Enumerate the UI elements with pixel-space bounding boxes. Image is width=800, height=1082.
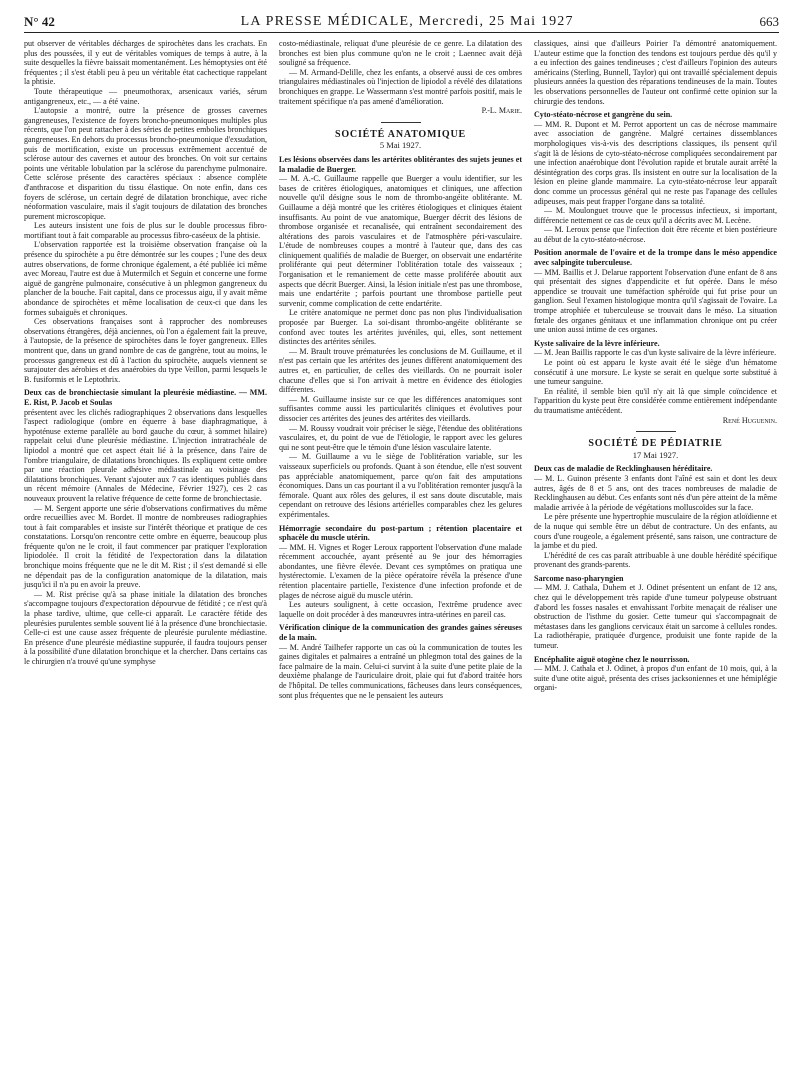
paragraph: — M. Roussy voudrait voir préciser le siège, l'étendue des oblitérations vasculaires, et, du point de vue de l'étiologie, le rapport avec les gelures qui ne sont peut-être que le témoin d'une lésion vasculaire latente. xyxy=(279,423,522,452)
article-heading: Hémorragie secondaire du post-partum ; rétention placentaire et sphacèle du muscle utérin. xyxy=(279,523,522,543)
article-heading xyxy=(24,388,267,407)
paragraph: classiques, ainsi que d'ailleurs Poirier l'a démontré anatomiquement. L'auteur estime que la fonction des tendons est toujours perdue dès qu'il y a eu infection des gaines tendineuses ; c'est d'ailleurs l'opinion des auteurs américains (Sterling, Bunnell, Taylor) qui ont travaillé spécialement depuis plusieurs années la question des réparations tendineuses de la main. Toutes les observations personnelles de l'auteur ont confirmé cette opinion sur la chirurgie des tendons. xyxy=(534,39,777,106)
paragraph: — M. Jean Baillis rapporte le cas d'un kyste salivaire de la lèvre inférieure. xyxy=(534,348,777,358)
paragraph: — M. Moulonguet trouve que le processus infectieux, si important, différencie nettement ce cas de ceux qu'il a décrits avec M. Lecène. xyxy=(534,206,777,225)
section-title: SOCIÉTÉ ANATOMIQUE xyxy=(334,128,466,140)
article-heading: Vérification clinique de la communication des grandes gaines séreuses de la main. xyxy=(279,623,522,643)
paragraph: — M. André Tailhefer rapporte un cas où la communication de toutes les gaines digitales et palmaires a entraîné un phlegmon total des gaines de la face palmaire de la main. Celui-ci survint à la suite d'une petite plaie de la deuxième phalange de l'auriculaire droit, plaie qui fut d'abord traitée hors de l'hôpital. De telles communications, fâcheuses dans leurs conséquences, sont plus fréquentes que ne le pensaient les auteurs xyxy=(279,642,522,700)
paragraph: — M. A.-C. Guillaume rappelle que Buerger a voulu identifier, sur les bases de critères étiologiques, anatomiques et cliniques, une affection nouvelle qu'il désigne sous le nom de thrombo-angéite oblitérante. M. Guillaume a déjà montré que les critères étiologiques et cliniques étaient insuffisants. Au point de vue anatomique, Buerger décrit des lésions de thrombose organisée et recanalisée, qui entraînent secondairement des altérations des parois vasculaires et de l'atmosphère péri-vasculaire. L'étude de nombreuses coupes a montré à l'auteur que, dans des cas cliniquement qualifiés de maladie de Buerger, on observait une endartérite proliférante qui peut déterminer l'oblitération totale des vaisseaux ; l'organisation et le remaniement de cette masse proliférée aboutit aux aspects que décrit Buerger. Ainsi, la lésion initiale n'est pas une thrombose, mais une endartérite ; parfois pourtant une thrombose partielle peut survenir, comme complication de cette endartérite. xyxy=(279,174,522,308)
article-heading: Sarcome naso-pharyngien xyxy=(534,573,624,583)
divider xyxy=(381,122,421,123)
issue-number: N° 42 xyxy=(24,14,55,29)
paragraph: — MM. R. Dupont et M. Perrot apportent un cas de nécrose mammaire avec association de gangrène. Malgré certaines dissemblances morphologiques vis-à-vis des descriptions classiques, ils pensent qu'il s'agit là de lésions de cyto-stéato-nécrose compliquées secondairement par une infection anaérobique dont l'évolution rapide et brutale aurait arrêté la désintégration des corps gras. Ils insistent en outre sur la localisation de la lésion en pleine glande mammaire. La cyto-stéato-nécrose leur apparaît donc comme un processus général qui ne reste pas l'apanage des cellules adipeuses, mais peut frapper l'organe dans sa totalité. xyxy=(534,119,777,206)
heading-title: Deux cas de bronchiectasie simulant la pleurésie médiastine. xyxy=(24,388,237,398)
paragraph: L'autopsie a montré, outre la présence de grosses cavernes gangreneuses, l'existence de foyers broncho-pneumoniques multiples plus récents, que l'on peut rattacher à des séries de petites embolies bronchiques gangreneuses. En dehors du processus broncho-pneumonique d'exsudation, puis de mortification, existe un processus extrêmement accentué de sclérose autour des cavernes et autour des bronches. On voit sur certains points une véritable lobulation par la sclérose du parenchyme pulmonaire. Cette sclérose présente des caractères spéciaux : absence complète d'anthracose et disparition du tissu élastique. On note enfin, dans ces foyers de sclérose, un certain degré de dilatation bronchique, avec riche néoformation vasculaire, mais il s'agit toujours de dilatation des bronches purement microscopique. xyxy=(24,106,267,221)
paragraph: Ces observations françaises sont à rapprocher des nombreuses observations étrangères, déjà anciennes, où l'on a également fait la preuve, à l'autopsie, de la présence de spirochètes dans le foyer gangreneux. Elles montrent que, dans un grand nombre de cas de gangrène, tout au moins, le processus gangreneux est dû à l'action du spirochète, auquels viennent se surajouter des aérobies et des anaérobies du type Veillon, parmi lesquels le B. fusiformis et le Leptothrix. xyxy=(24,317,267,384)
paragraph: — M. Rist précise qu'à sa phase initiale la dilatation des bronches s'accompagne toujours d'expectoration dépourvue de fétidité ; ce n'est qu'à la phase tardive, ultime, que celle-ci apparaît. Le caractère fétide des pleurésies purulentes semble souvent lié à la présence d'une bronchiectasie. Celle-ci est une cause assez fréquente de pleurésie purulente médiastine. En présence d'une pleurésie médiastine suppurée, il faudra toujours penser à la possibilité d'une dilatation bronchique et la chercher. Dans certains cas le chirurgien n'a trouvé qu'une symphyse xyxy=(24,589,267,666)
paragraph: — MM. Baillis et J. Delarue rapportent l'observation d'une enfant de 8 ans qui présentait des signes d'appendicite et fut opérée. Dans le méso appendice se trouvait une tuméfaction sphéroïde qui fut prise pour un ganglion. Seul l'examen histologique montra qu'il s'agissait de l'ovaire. La trompe atrophiée et tuberculeuse se trouvait dans le méso. La situation fœtale des organes génitaux et une inflammation chronique ont pu créer une union aussi intime de ces organes. xyxy=(534,267,777,335)
paragraph: Le critère anatomique ne permet donc pas non plus l'individualisation proposée par Buerger. La soi-disant thrombo-angéite oblitérante se confond avec toutes les artérites juvéniles, qui, elles, sont nettement distinctes des artérites séniles. xyxy=(279,308,522,347)
paragraph: — M. L. Guinon présente 3 enfants dont l'aîné est sain et dont les deux autres, âgés de 8 et 5 ans, ont des traces nombreuses de maladie de Recklinghausen au début. Ces enfants sont nés d'un père atteint de la même maladie arrivée à la période de végétations molluscoïdes sur la face. xyxy=(534,473,778,512)
paragraph: — M. Guillaume a vu le siège de l'oblitération variable, sur les vaisseaux superficiels ou profonds. Quant à son étendue, elle n'est souvent pas appréciable anatomiquement, parce qu'on fait des amputations économiques. Dans un cas pourtant il a vu l'oblitération remonter jusqu'à la fémorale. Quant aux rôles des gelures, il est sans doute discutable, mais cependant on retrouve des lésions artérielles comparables chez les gelures expérimentales. xyxy=(279,452,522,519)
section-date: 5 Mai 1927. xyxy=(379,140,422,151)
newspaper-page xyxy=(24,8,779,1074)
paragraph: Les auteurs soulignent, à cette occasion, l'extrême prudence avec laquelle on doit procéder à des manœuvres intra-utérines en pareil cas. xyxy=(279,600,522,619)
paragraph: put observer de véritables décharges de spirochètes dans les crachats. En plus des poussées, il y eut de véritables vomiques de temps à autre, à la suite desquelles la fièvre baissait momentanément. Les hémoptysies ont été fréquentes ; il s'est établi peu à peu un véritable état cachectique rappelant la phtisie. xyxy=(24,39,267,87)
article-heading: Deux cas de maladie de Recklinghausen héréditaire. xyxy=(534,464,713,474)
journal-title: LA PRESSE MÉDICALE, Mercredi, 25 Mai 1927 xyxy=(240,14,574,29)
paragraph: — M. Brault trouve prématurées les conclusions de M. Guillaume, et il n'est pas certain que les artérites des jeunes diffèrent anatomiquement des autres et, en particulier, de celles des vieillards. On ne pourrait isoler chacune d'elles que si l'on arrivait à mettre en évidence des étiologies différentes. xyxy=(279,346,522,395)
paragraph: L'hérédité de ces cas paraît attribuable à une double hérédité spécifique provenant des grands-parents. xyxy=(534,550,777,570)
paragraph: Toute thérapeutique — pneumothorax, arsenicaux variés, sérum antigangreneux, etc., — a été vaine. xyxy=(24,86,267,106)
signature: René Huguenin. xyxy=(722,415,777,425)
article-heading: Encéphalite aiguë otogène chez le nourrisson. xyxy=(534,654,690,664)
article-heading: Les lésions observées dans les artérites oblitérantes des sujets jeunes et la maladie de Buerger. xyxy=(279,154,522,174)
article-heading: Kyste salivaire de la lèvre inférieure. xyxy=(534,338,660,348)
paragraph: — M. Leroux pense que l'infection doit être récente et bien postérieure au début de la cyto-stéato-nécrose. xyxy=(534,225,777,244)
paragraph: — MM. J. Cathala et J. Odinet, à propos d'un enfant de 10 mois, qui, à la suite d'une otite aiguë, présenta des crises jacksoniennes et une hémiplégie organi- xyxy=(534,664,777,693)
paragraph: — MM. J. Cathala, Duhem et J. Odinet présentent un enfant de 12 ans, chez qui le développement très rapide d'une tumeur polypeuse obstruant d'abord les fosses nasales et envahissant l'orbite menaçait de réaliser une obstruction de l'isthme du gosier. Cette tumeur qui s'accompagnait de métastases dans les ganglions cervicaux était un sarcome à cellules rondes. La radiothérapie, pratiquée d'urgence, produisit une fonte rapide de la tumeur. xyxy=(534,583,777,651)
section-title: SOCIÉTÉ DE PÉDIATRIE xyxy=(588,438,723,450)
paragraph: — M. Guillaume insiste sur ce que les différences anatomiques sont suffisantes comme aussi les particularités cliniques et évolutives pour dissocier ces artérites des jeunes des artérites des vieillards. xyxy=(279,394,522,423)
article-heading: Position anormale de l'ovaire et de la trompe dans le méso appendice avec salpingite tuberculeuse. xyxy=(534,248,777,268)
paragraph: — M. Armand-Delille, chez les enfants, a observé aussi de ces ombres triangulaires médiastinales où l'injection de lipiodol a révélé des dilatations bronchiques en grappe. Le Wassermann s'est montré parfois positif, mais le traitement spécifique n'a pas amené d'amélioration. xyxy=(279,67,522,106)
page-header xyxy=(24,8,779,33)
signature: P.-L. Marie. xyxy=(481,106,522,116)
paragraph: — M. Sergent apporte une série d'observations confirmatives du même ordre recueillies avec M. Bordet. Il montre de nombreuses radiographies tout à fait comparables et insiste sur l'intérêt théorique et pratique de ces constatations. Lorsqu'on rencontre cette ombre en équerre, beaucoup plus fréquente qu'on ne le croit, il faut commencer par pratiquer l'exploration lipiodolée. Il croit la fétidité de l'expectoration dans la dilatation bronchique moins fréquente que ne le dit M. Rist ; il s'est demandé si elle ne dépendait pas de la configuration anatomique de la dilatation, mais jusqu'ici il n'a pu en avoir la preuve. xyxy=(24,503,267,590)
column-1 xyxy=(24,39,267,700)
paragraph: présentent avec les clichés radiographiques 2 observations dans lesquelles l'aspect radiologique (ombre en équerre à base diaphragmatique, à hypoténuse externe parallèle au bord gauche du cœur, à sommet hilaire) rappelait celui d'une pleurésie médiastine. L'injection intratrachéale de lipiodol a montré que cet aspect était lié à la présence, dans l'aire de l'ombre triangulaire, de dilatations bronchiques. Ils expliquent cette ombre par une réaction pleurale adhésive médiastinale au voisinage des dilatations bronchiques. Venant s'ajouter aux 7 cas identiques publiés dans un récent mémoire (Annales de Médecine, Février 1927), ces 2 cas nouveaux prouvent la relative fréquence de cette forme de bronchiectasie. xyxy=(24,407,267,503)
paragraph: L'observation rapportée est la troisième observation française où la présence du spirochète a pu être démontrée sur les coupes ; l'une des deux autres observations, de forme chronique également, a été publiée ici même avec Moreau, l'autre est due à Mutermilch et Seguin et concerne une forme aiguë de gangrène pulmonaire, consécutive à un phlegmon gangreneux du plancher de la bouche. Fait capital, dans ce processus aigu, il y avait même abondance de spirochètes et même localisation de ceux-ci que dans les formes subaiguës et chroniques. xyxy=(24,240,267,317)
paragraph: En réalité, il semble bien qu'il n'y ait là que simple coïncidence et l'apparition du kyste peut être considérée comme entièrement indépendante du traumatisme antécédent. xyxy=(534,386,777,415)
paragraph: Le point où est apparu le kyste avait été le siège d'un hématome consécutif à une morsure. Le kyste se serait en quelque sorte substitué à une tumeur sanguine. xyxy=(534,358,777,387)
paragraph: Le père présente une hypertrophie musculaire de la région atloïdienne et de la nuque qui semble être un début de contracture. Un des enfants, au cours d'une rougeole, a également présenté, sans raison, une contracture de la jambe et du pied. xyxy=(534,512,777,551)
paragraph: costo-médiastinale, reliquat d'une pleurésie de ce genre. La dilatation des bronches est bien plus commune qu'on ne le croit ; Laennec avait déjà souligné sa fréquence. xyxy=(279,39,522,68)
article-heading: Cyto-stéato-nécrose et gangrène du sein. xyxy=(534,110,673,120)
paragraph: Les auteurs insistent une fois de plus sur le double processus fibro-mortifiant tout à fait comparable au processus fibro-caséeux de la phtisie. xyxy=(24,221,267,240)
column-2 xyxy=(279,39,522,700)
column-3 xyxy=(534,39,777,700)
heading-authors: — MM. E. Rist, P. Jacob et Soulas xyxy=(24,388,267,407)
page-number: 663 xyxy=(759,14,779,29)
divider xyxy=(636,431,676,432)
section-date: 17 Mai 1927. xyxy=(632,449,679,460)
paragraph: — MM. H. Vignes et Roger Leroux rapportent l'observation d'une malade récemment accouchée, ayant présenté au 9e jour des hémorragies abondantes, une fièvre élevée. Devant ces symptômes on pratiqua une hystérectomie. L'examen de la pièce opératoire révéla la présence d'une rétention placentaire partielle, l'existence d'une infection profonde et de plages de nécrose aiguë du muscle utérin. xyxy=(279,542,522,600)
